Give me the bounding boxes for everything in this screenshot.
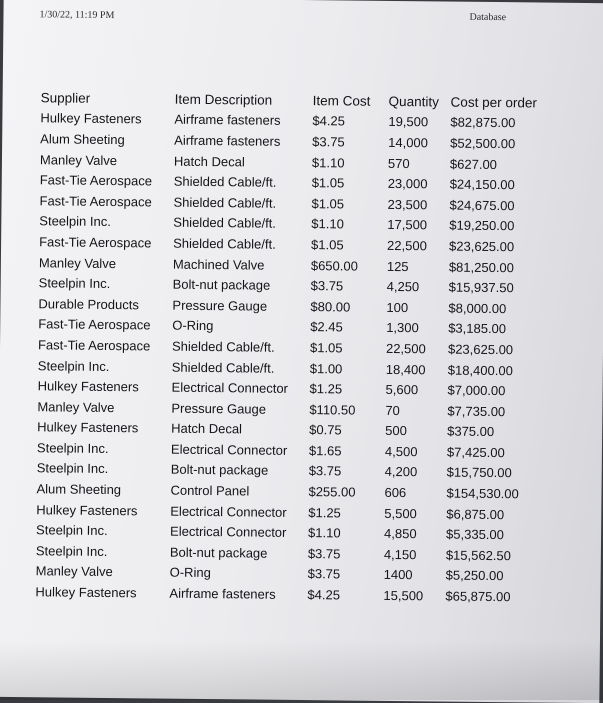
supplier-cell: Steelpin Inc. xyxy=(36,522,108,539)
supplier-cell: Hulkey Fasteners xyxy=(37,378,139,395)
quantity-cell: 125 xyxy=(386,258,409,274)
item-description-cell: Airframe fasteners xyxy=(174,112,281,129)
item-cost-cell: $1.10 xyxy=(308,525,341,541)
cost-per-order-cell: $23,625.00 xyxy=(449,238,515,255)
supplier-cell: Steelpin Inc. xyxy=(38,275,111,292)
quantity-cell: 570 xyxy=(387,155,410,171)
cost-per-order-cell: $19,250.00 xyxy=(449,217,515,234)
quantity-cell: 22,500 xyxy=(387,237,427,254)
cost-per-order-cell: $5,250.00 xyxy=(445,567,504,584)
supplier-cell: Fast-Tie Aerospace xyxy=(37,337,151,354)
cost-per-order-cell: $15,937.50 xyxy=(448,279,514,296)
orders-table xyxy=(35,87,550,607)
item-cost-cell: $1.10 xyxy=(311,154,345,171)
supplier-cell: Durable Products xyxy=(38,295,139,313)
cost-per-order-cell: $3,185.00 xyxy=(448,320,507,337)
item-description-cell: O-Ring xyxy=(172,317,214,334)
quantity-cell: 19,500 xyxy=(388,114,429,130)
item-cost-cell: $110.50 xyxy=(309,401,356,418)
quantity-cell: 17,500 xyxy=(387,217,428,233)
quantity-cell: 500 xyxy=(385,423,407,439)
supplier-cell: Hulkey Fasteners xyxy=(36,501,138,518)
item-description-cell: Bolt-nut package xyxy=(170,462,269,479)
item-description-cell: Bolt-nut package xyxy=(169,544,268,561)
item-description-cell: Pressure Gauge xyxy=(172,297,268,314)
table-row xyxy=(35,581,545,607)
item-cost-cell: $2.45 xyxy=(310,319,343,335)
supplier-cell: Steelpin Inc. xyxy=(36,440,109,456)
item-description-cell: Shielded Cable/ft. xyxy=(171,338,275,355)
supplier-cell: Fast-Tie Aerospace xyxy=(38,316,151,333)
cost-per-order-cell: $23,625.00 xyxy=(447,341,514,358)
item-cost-cell: $1.65 xyxy=(308,442,342,459)
column-header-item-description: Item Description xyxy=(174,91,273,108)
quantity-cell: 22,500 xyxy=(385,340,426,357)
item-description-cell: Electrical Connector xyxy=(170,523,287,541)
supplier-cell: Fast-Tie Aerospace xyxy=(39,234,152,251)
quantity-cell: 23,000 xyxy=(387,176,428,192)
item-description-cell: O-Ring xyxy=(169,565,211,581)
supplier-cell: Steelpin Inc. xyxy=(36,460,109,477)
item-cost-cell: $0.75 xyxy=(309,422,342,438)
quantity-cell: 1,300 xyxy=(386,320,419,336)
item-description-cell: Electrical Connector xyxy=(170,503,287,520)
supplier-cell: Hulkey Fasteners xyxy=(37,419,139,436)
item-cost-cell: $1.25 xyxy=(309,381,343,397)
supplier-cell: Fast-Tie Aerospace xyxy=(39,172,153,189)
item-cost-cell: $4.25 xyxy=(312,113,346,129)
item-description-cell: Shielded Cable/ft. xyxy=(173,215,277,232)
page-title: Database xyxy=(469,11,507,24)
quantity-cell: 4,500 xyxy=(384,443,418,460)
quantity-cell: 1400 xyxy=(383,567,413,583)
cost-per-order-cell: $7,425.00 xyxy=(446,444,505,461)
cost-per-order-cell: $18,400.00 xyxy=(447,362,513,378)
cost-per-order-cell: $81,250.00 xyxy=(448,259,515,275)
column-header-quantity: Quantity xyxy=(388,93,439,110)
quantity-cell: 4,250 xyxy=(386,279,420,295)
item-cost-cell: $1.10 xyxy=(311,216,344,232)
quantity-cell: 14,000 xyxy=(388,134,429,151)
supplier-cell: Alum Sheeting xyxy=(36,481,122,498)
supplier-cell: Manley Valve xyxy=(39,151,118,168)
item-description-cell: Bolt-nut package xyxy=(172,276,271,293)
item-cost-cell: $1.05 xyxy=(311,237,344,253)
cost-per-order-cell: $375.00 xyxy=(447,423,495,440)
quantity-cell: 70 xyxy=(385,402,400,418)
column-header-supplier: Supplier xyxy=(40,90,91,106)
supplier-cell: Steelpin Inc. xyxy=(39,213,111,230)
item-description-cell: Airframe fasteners xyxy=(174,132,281,149)
item-description-cell: Hatch Decal xyxy=(173,153,245,169)
item-description-cell: Pressure Gauge xyxy=(171,400,267,417)
supplier-cell: Hulkey Fasteners xyxy=(35,584,137,601)
item-cost-cell: $3.75 xyxy=(307,545,341,562)
item-description-cell: Machined Valve xyxy=(172,256,265,273)
cost-per-order-cell: $24,150.00 xyxy=(449,176,515,193)
item-description-cell: Electrical Connector xyxy=(170,441,288,458)
quantity-cell: 4,850 xyxy=(384,526,417,542)
item-cost-cell: $3.75 xyxy=(310,278,344,294)
print-timestamp: 1/30/22, 11:19 PM xyxy=(39,9,115,22)
quantity-cell: 4,200 xyxy=(384,464,418,480)
supplier-cell: Manley Valve xyxy=(37,398,115,415)
item-description-cell: Shielded Cable/ft. xyxy=(171,359,275,376)
item-cost-cell: $3.75 xyxy=(307,566,341,582)
supplier-cell: Hulkey Fasteners xyxy=(40,110,142,127)
item-description-cell: Hatch Decal xyxy=(171,420,243,437)
item-cost-cell: $3.75 xyxy=(312,134,345,150)
cost-per-order-cell: $7,735.00 xyxy=(447,403,506,419)
supplier-cell: Alum Sheeting xyxy=(40,131,125,148)
cost-per-order-cell: $15,562.50 xyxy=(445,547,512,564)
item-cost-cell: $3.75 xyxy=(308,463,342,479)
cost-per-order-cell: $65,875.00 xyxy=(445,588,511,605)
quantity-cell: 606 xyxy=(384,484,407,501)
cost-per-order-cell: $8,000.00 xyxy=(448,300,507,316)
item-description-cell: Control Panel xyxy=(170,482,250,499)
cost-per-order-cell: $24,675.00 xyxy=(449,197,515,214)
quantity-cell: 15,500 xyxy=(383,587,424,604)
item-description-cell: Shielded Cable/ft. xyxy=(173,173,277,190)
table-body xyxy=(35,108,550,608)
quantity-cell: 4,150 xyxy=(383,546,417,563)
item-description-cell: Shielded Cable/ft. xyxy=(173,194,277,211)
item-cost-cell: $650.00 xyxy=(310,257,358,274)
item-cost-cell: $1.05 xyxy=(309,340,343,356)
item-cost-cell: $255.00 xyxy=(308,484,356,500)
item-description-cell: Electrical Connector xyxy=(171,379,289,396)
supplier-cell: Manley Valve xyxy=(35,563,113,580)
item-description-cell: Shielded Cable/ft. xyxy=(173,235,276,252)
supplier-cell: Manley Valve xyxy=(38,254,117,271)
quantity-cell: 5,600 xyxy=(385,382,419,398)
column-header-item-cost: Item Cost xyxy=(312,92,371,109)
quantity-cell: 18,400 xyxy=(385,361,426,377)
item-cost-cell: $1.05 xyxy=(311,195,345,212)
column-header-cost-per-order: Cost per order xyxy=(450,94,537,111)
item-cost-cell: $80.00 xyxy=(310,298,351,315)
cost-per-order-cell: $82,875.00 xyxy=(450,114,516,131)
quantity-cell: 5,500 xyxy=(384,505,417,521)
cost-per-order-cell: $5,335.00 xyxy=(445,526,504,543)
item-cost-cell: $1.00 xyxy=(309,360,343,376)
cost-per-order-cell: $7,000.00 xyxy=(447,382,506,399)
item-cost-cell: $4.25 xyxy=(307,587,341,603)
cost-per-order-cell: $6,875.00 xyxy=(446,506,505,522)
supplier-cell: Steelpin Inc. xyxy=(35,543,108,559)
cost-per-order-cell: $15,750.00 xyxy=(446,465,512,481)
cost-per-order-cell: $154,530.00 xyxy=(446,485,519,502)
supplier-cell: Fast-Tie Aerospace xyxy=(39,193,152,210)
item-cost-cell: $1.05 xyxy=(311,175,345,191)
cost-per-order-cell: $627.00 xyxy=(449,156,498,172)
quantity-cell: 100 xyxy=(386,299,409,315)
quantity-cell: 23,500 xyxy=(387,196,428,213)
item-cost-cell: $1.25 xyxy=(308,504,341,521)
cost-per-order-cell: $52,500.00 xyxy=(450,135,516,152)
item-description-cell: Airframe fasteners xyxy=(169,585,276,602)
supplier-cell: Steelpin Inc. xyxy=(37,357,110,374)
